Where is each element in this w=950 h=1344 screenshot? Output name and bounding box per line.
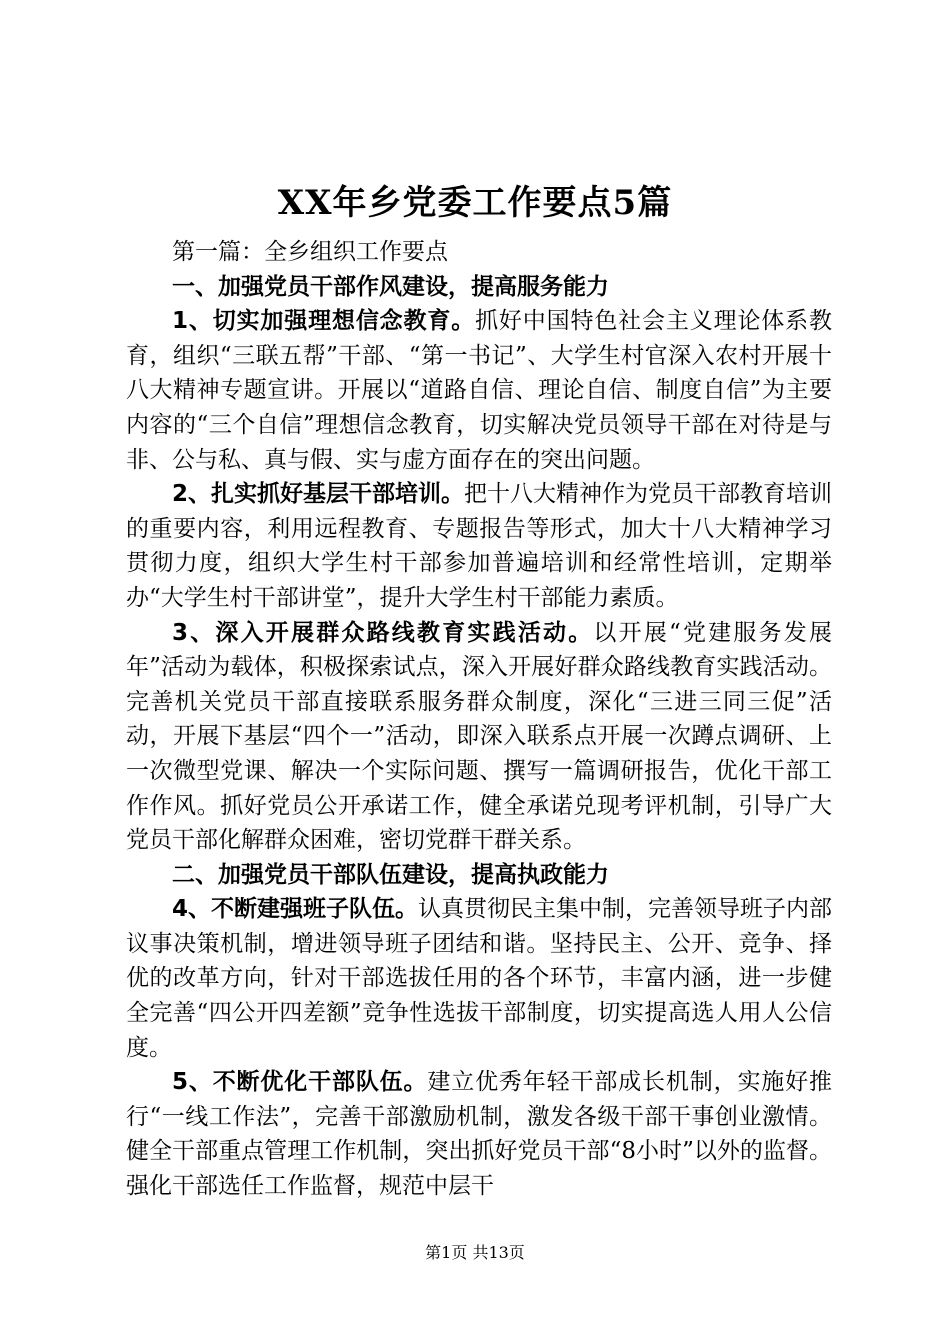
item-text: 建立优秀年轻干部成长机制，实施好推行“一线工作法”，完善干部激励机制，激发各级干部干事创业激情。健全干部重点管理工作机制，突出抓好党员干部“8小时”以外的监督。强化干部选任工作监督，规范中层干 <box>126 1069 832 1200</box>
paragraph-item-4 <box>126 892 832 1065</box>
document-title: XX年乡党委工作要点5篇 <box>277 183 673 223</box>
paragraph-text: 第一篇：全乡组织工作要点 <box>172 239 448 265</box>
item-text: 抓好中国特色社会主义理论体系教育，组织“三联五帮”干部、“第一书记”、大学生村官深入农村开展十八大精神专题宣讲。开展以“道路自信、理论自信、制度自信”为主要内容的“三个自信”理想信念教育，切实解决党员领导干部在对待是与非、公与私、真与假、实与虚方面存在的突出问题。 <box>126 308 832 473</box>
item-text: 认真贯彻民主集中制，完善领导班子内部议事决策机制，增进领导班子团结和谐。坚持民主、公开、竞争、择优的改革方向，针对干部选拔任用的各个环节，丰富内涵，进一步健全完善“四公开四差额”竞争性选拔干部制度，切实提高选人用人公信度。 <box>126 896 833 1061</box>
item-text: 把十八大精神作为党员干部教育培训的重要内容，利用远程教育、专题报告等形式，加大十八大精神学习贯彻力度，组织大学生村干部参加普遍培训和经常性培训，定期举办“大学生村干部讲堂”，提升大学生村干部能力素质。 <box>126 481 833 611</box>
item-lead: 2、扎实抓好基层干部培训。 <box>172 481 465 508</box>
item-lead: 5、不断优化干部队伍。 <box>172 1069 428 1096</box>
paragraph-item-1 <box>126 304 832 477</box>
paragraph-item-5 <box>126 1065 832 1203</box>
item-text: 以开展“党建服务发展年”活动为载体，积极探索试点，深入开展好群众路线教育实践活动。完善机关党员干部直接联系服务群众制度，深化“三进三同三促”活动，开展下基层“四个一”活动，即深入联系点开展一次蹲点调研、上一次微型党课、解决一个实际问题、撰写一篇调研报告，优化干部工作作风。抓好党员公开承诺工作，健全承诺兑现考评机制，引导广大党员干部化解群众困难，密切党群干群关系。 <box>126 619 832 854</box>
subhead-text: 二、加强党员干部队伍建设，提高执政能力 <box>172 861 609 888</box>
paragraph-item-2 <box>126 477 832 615</box>
document-body <box>126 235 832 1204</box>
item-lead: 1、切实加强理想信念教育。 <box>172 308 476 335</box>
item-lead: 3、深入开展群众路线教育实践活动。 <box>172 619 594 646</box>
paragraph-item-3 <box>126 616 832 858</box>
item-lead: 4、不断建强班子队伍。 <box>172 896 419 923</box>
section-heading <box>126 235 832 270</box>
section-subhead-1 <box>126 270 832 305</box>
subhead-text: 一、加强党员干部作风建设，提高服务能力 <box>172 273 609 300</box>
section-subhead-2 <box>126 858 832 893</box>
page-footer: 第1页 共13页 <box>425 1243 525 1262</box>
